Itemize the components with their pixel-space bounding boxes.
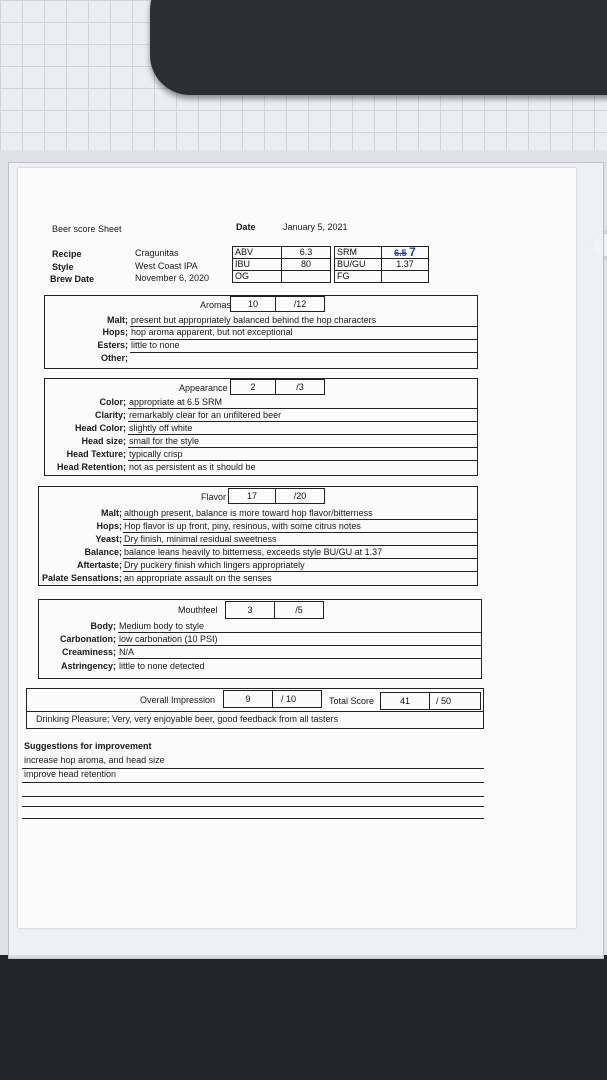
score-sheet-page bbox=[18, 168, 576, 928]
suggestion-rule bbox=[22, 796, 484, 797]
total-score-max: / 50 bbox=[429, 692, 481, 710]
drinking-pleasure: Drinking Pleasure; Very, very enjoyable beer, good feedback from all tasters bbox=[36, 714, 338, 724]
aromas-score: 10 bbox=[230, 296, 276, 312]
flavor-row-label: Hops; bbox=[96, 521, 122, 531]
date-label: Date bbox=[236, 222, 256, 232]
suggestions-heading: Suggestions for improvement bbox=[24, 741, 152, 751]
overall-divider bbox=[26, 711, 484, 712]
mouthfeel-row-label: Astringency; bbox=[60, 661, 116, 671]
sheet-title: Beer score Sheet bbox=[52, 224, 122, 234]
appearance-row-label: Head size; bbox=[81, 436, 126, 446]
appearance-row-value: slightly off white bbox=[129, 423, 193, 433]
total-score-value: 41 bbox=[380, 692, 430, 710]
suggestion-rule bbox=[22, 818, 484, 819]
og-value bbox=[281, 270, 331, 283]
appearance-row-label: Clarity; bbox=[94, 410, 126, 420]
flavor-score: 17 bbox=[228, 488, 276, 504]
brew-date-value: November 6, 2020 bbox=[135, 273, 210, 283]
style-value: West Coast IPA bbox=[135, 261, 198, 271]
og-label: OG bbox=[232, 270, 282, 283]
suggestion-rule bbox=[22, 782, 484, 783]
flavor-max: /20 bbox=[275, 488, 325, 504]
flavor-row-value: an appropriate assault on the senses bbox=[124, 573, 272, 583]
total-score-label: Total Score bbox=[329, 696, 375, 706]
ibu-label: IBU bbox=[232, 258, 282, 271]
aromas-row-label: Hops; bbox=[102, 327, 128, 337]
aromas-row-label: Esters; bbox=[97, 340, 128, 350]
mouthfeel-row-label: Creaminess; bbox=[61, 647, 116, 657]
aromas-label: Aromas bbox=[200, 300, 232, 310]
tablet-device bbox=[150, 0, 607, 95]
mouthfeel-row-value: Medium body to style bbox=[119, 621, 205, 631]
flavor-row-value: Dry puckery finish which lingers appropriately bbox=[124, 560, 305, 570]
mouthfeel-label: Mouthfeel bbox=[178, 605, 218, 615]
flavor-row-label: Aftertaste; bbox=[76, 560, 122, 570]
abv-label: ABV bbox=[232, 246, 282, 259]
flavor-row-label: Balance; bbox=[84, 547, 122, 557]
flavor-row-value: balance leans heavily to bitterness, exceeds style BU/GU at 1.37 bbox=[124, 547, 383, 557]
brew-date-label: Brew Date bbox=[50, 274, 95, 284]
mouthfeel-row-label: Carbonation; bbox=[60, 634, 116, 644]
ibu-value: 80 bbox=[281, 258, 331, 271]
appearance-row-label: Head Texture; bbox=[66, 449, 126, 459]
flavor-row-line bbox=[123, 558, 478, 559]
binder-bottom-shadow bbox=[0, 955, 607, 1080]
mouthfeel-row-line bbox=[118, 645, 482, 646]
aromas-row-value: hop aroma apparent, but not exceptional bbox=[131, 327, 293, 337]
suggestion-line: increase hop aroma, and head size bbox=[24, 755, 165, 765]
aromas-max: /12 bbox=[275, 296, 325, 312]
appearance-row-label: Head Retention; bbox=[56, 462, 126, 472]
mouthfeel-max: /5 bbox=[274, 601, 324, 619]
appearance-row-line bbox=[128, 460, 478, 461]
appearance-row-value: small for the style bbox=[129, 436, 200, 446]
abv-value: 6.3 bbox=[281, 246, 331, 259]
flavor-row-line bbox=[123, 571, 478, 572]
overall-label: Overall Impression bbox=[140, 695, 216, 705]
mouthfeel-row-line bbox=[118, 658, 482, 659]
appearance-row-value: appropriate at 6.5 SRM bbox=[129, 397, 223, 407]
srm-value: 6.5 7 bbox=[381, 246, 429, 259]
appearance-row-label: Color; bbox=[99, 397, 126, 407]
recipe-value: Cragunitas bbox=[135, 248, 179, 258]
mouthfeel-row-line bbox=[118, 632, 482, 633]
aromas-row-line bbox=[130, 339, 478, 340]
appearance-row-line bbox=[128, 421, 478, 422]
aromas-row-value: present but appropriately balanced behind the hop characters bbox=[131, 315, 377, 325]
aromas-row-line bbox=[130, 352, 478, 353]
suggestion-line: improve head retention bbox=[24, 769, 117, 779]
flavor-row-line bbox=[123, 545, 478, 546]
appearance-row-value: typically crisp bbox=[129, 449, 183, 459]
flavor-label: Flavor bbox=[201, 492, 227, 502]
bugu-value: 1.37 bbox=[381, 258, 429, 271]
flavor-row-label: Yeast; bbox=[95, 534, 122, 544]
mouthfeel-row-value: little to none detected bbox=[119, 661, 205, 671]
flavor-row-line bbox=[123, 532, 478, 533]
appearance-row-label: Head Color; bbox=[74, 423, 126, 433]
appearance-row-value: not as persistent as it should be bbox=[129, 462, 256, 472]
flavor-row-line bbox=[123, 519, 478, 520]
mouthfeel-row-value: N/A bbox=[119, 647, 135, 657]
fg-label: FG bbox=[334, 270, 382, 283]
flavor-row-value: although present, balance is more toward hop flavor/bitterness bbox=[124, 508, 373, 518]
aromas-row-label: Malt; bbox=[107, 315, 128, 325]
aromas-row-label: Other; bbox=[101, 353, 128, 363]
mouthfeel-row-label: Body; bbox=[90, 621, 116, 631]
fg-value bbox=[381, 270, 429, 283]
flavor-row-value: Hop flavor is up front, piny, resinous, with some citrus notes bbox=[124, 521, 361, 531]
recipe-label: Recipe bbox=[52, 249, 82, 259]
flavor-row-value: Dry finish, minimal residual sweetness bbox=[124, 534, 277, 544]
appearance-label: Appearance bbox=[179, 383, 228, 393]
overall-score: 9 bbox=[223, 690, 273, 708]
mouthfeel-row-value: low carbonation (10 PSI) bbox=[119, 634, 218, 644]
flavor-row-label: Malt; bbox=[101, 508, 122, 518]
suggestion-rule bbox=[22, 806, 484, 807]
appearance-row-line bbox=[128, 434, 478, 435]
appearance-row-line bbox=[128, 408, 478, 409]
appearance-row-value: remarkably clear for an unfiltered beer bbox=[129, 410, 282, 420]
bugu-label: BU/GU bbox=[334, 258, 382, 271]
flavor-row-label: Palate Sensations; bbox=[41, 573, 122, 583]
appearance-score: 2 bbox=[230, 379, 276, 395]
mouthfeel-score: 3 bbox=[225, 601, 275, 619]
appearance-row-line bbox=[128, 447, 478, 448]
srm-label: SRM bbox=[334, 246, 382, 259]
appearance-max: /3 bbox=[275, 379, 325, 395]
overall-max: / 10 bbox=[272, 690, 322, 708]
style-label: Style bbox=[52, 262, 74, 272]
aromas-row-value: little to none bbox=[131, 340, 180, 350]
date-value: January 5, 2021 bbox=[283, 222, 348, 232]
